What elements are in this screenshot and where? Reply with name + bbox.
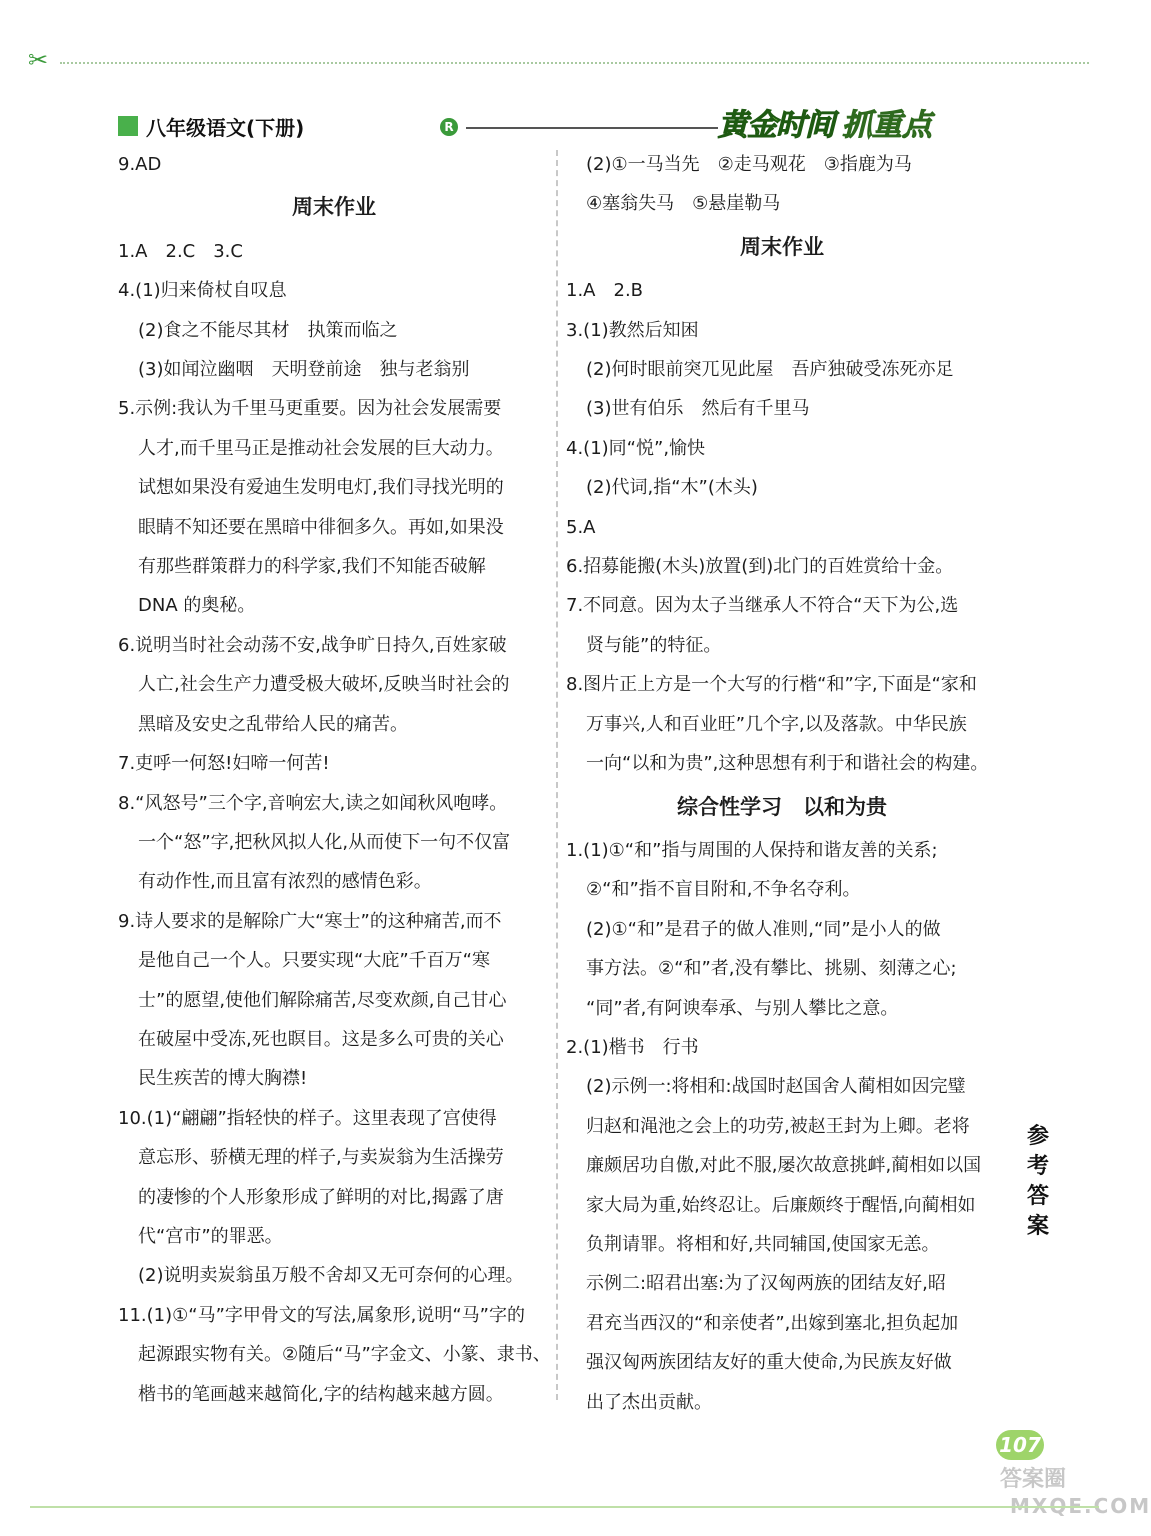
answer-line: 代“宫市”的罪恶。 bbox=[138, 1225, 283, 1247]
answer-line: 9.AD bbox=[118, 154, 162, 175]
answer-line: 有动作性,而且富有浓烈的感情色彩。 bbox=[138, 871, 432, 893]
brand-logo bbox=[718, 102, 932, 142]
answer-line: 6.招募能搬(木头)放置(到)北门的百姓赏给十金。 bbox=[566, 556, 954, 578]
answer-line: (2)食之不能尽其材 执策而临之 bbox=[138, 319, 398, 341]
answer-line: 黑暗及安史之乱带给人民的痛苦。 bbox=[138, 713, 408, 735]
answer-line: (2)示例一:将相和:战国时赵国舍人蔺相如因完璧 bbox=[586, 1076, 966, 1098]
header-rule bbox=[466, 127, 718, 129]
answer-line: 8.“风怒号”三个字,音响宏大,读之如闻秋风咆哮。 bbox=[118, 792, 508, 814]
answer-line: 4.(1)同“悦”,愉快 bbox=[566, 437, 706, 459]
answer-line: 是他自己一个人。只要实现“大庇”千百万“寒 bbox=[138, 950, 490, 972]
answer-line: 出了杰出贡献。 bbox=[586, 1391, 712, 1413]
brand-text-1: 黄金时间 bbox=[718, 108, 834, 143]
answer-line: 7.吏呼一何怒!妇啼一何苦! bbox=[118, 753, 330, 775]
answer-line: 起源跟实物有关。②随后“马”字金文、小篆、隶书、 bbox=[138, 1344, 551, 1366]
answer-line: 贤与能”的特征。 bbox=[586, 634, 722, 656]
answer-line: 5.A bbox=[566, 516, 596, 538]
answer-line: 的凄惨的个人形象形成了鲜明的对比,揭露了唐 bbox=[138, 1186, 504, 1208]
section-heading: 周末作业 bbox=[740, 234, 824, 259]
answer-line: 示例二:昭君出塞:为了汉匈两族的团结友好,昭 bbox=[586, 1273, 946, 1295]
answer-line: “同”者,有阿谀奉承、与别人攀比之意。 bbox=[586, 997, 899, 1019]
left-column bbox=[118, 145, 550, 1414]
answer-line: 眼睛不知还要在黑暗中徘徊多久。再如,如果没 bbox=[138, 516, 504, 538]
right-column bbox=[566, 145, 998, 1422]
answer-line: 意忘形、骄横无理的样子,与卖炭翁为生活操劳 bbox=[138, 1147, 504, 1169]
answer-line: 10.(1)“翩翩”指轻快的样子。这里表现了宫使得 bbox=[118, 1107, 497, 1129]
watermark-url: MXQE.COM bbox=[1010, 1494, 1151, 1518]
watermark-text: 答案圈 bbox=[1000, 1467, 1067, 1492]
answer-line: 试想如果没有爱迪生发明电灯,我们寻找光明的 bbox=[138, 477, 504, 499]
answer-line: (2)①“和”是君子的做人准则,“同”是小人的做 bbox=[586, 918, 941, 940]
answer-line: DNA 的奥秘。 bbox=[138, 595, 256, 617]
section-heading: 综合性学习 以和为贵 bbox=[677, 794, 887, 819]
answer-line: (2)代词,指“木”(木头) bbox=[586, 477, 758, 499]
answer-line: 人亡,社会生产力遭受极大破坏,反映当时社会的 bbox=[138, 674, 510, 696]
section-heading: 周末作业 bbox=[292, 195, 376, 220]
column-divider bbox=[556, 150, 558, 1400]
answer-line: (3)如闻泣幽咽 天明登前途 独与老翁别 bbox=[138, 359, 470, 381]
header-square-icon bbox=[118, 116, 138, 136]
answer-line: 6.说明当时社会动荡不安,战争旷日持久,百姓家破 bbox=[118, 634, 507, 656]
answer-line: (2)①一马当先 ②走马观花 ③指鹿为马 bbox=[586, 154, 912, 175]
answer-line: 1.A 2.C 3.C bbox=[118, 240, 243, 262]
page-header bbox=[118, 110, 1018, 150]
bottom-rule bbox=[30, 1506, 1099, 1508]
scissors-icon: ✂ bbox=[28, 46, 49, 74]
answer-line: 家大局为重,始终忍让。后廉颇终于醒悟,向蔺相如 bbox=[586, 1194, 976, 1216]
book-title: 八年级语文(下册) bbox=[146, 116, 305, 140]
page-number: 107 bbox=[996, 1430, 1044, 1460]
answer-line: 一向“以和为贵”,这种思想有利于和谐社会的构建。 bbox=[586, 753, 989, 775]
answer-line: 8.图片正上方是一个大写的行楷“和”字,下面是“家和 bbox=[566, 674, 977, 696]
answer-line: 君充当西汉的“和亲使者”,出嫁到塞北,担负起加 bbox=[586, 1312, 959, 1334]
answer-line: 2.(1)楷书 行书 bbox=[566, 1036, 699, 1058]
answer-line: 9.诗人要求的是解除广大“寒士”的这种痛苦,而不 bbox=[118, 910, 502, 932]
answer-line: 7.不同意。因为太子当继承人不符合“天下为公,选 bbox=[566, 595, 959, 617]
side-tab: 参考答案 bbox=[1026, 1124, 1049, 1239]
answer-line: 负荆请罪。将相和好,共同辅国,使国家无恙。 bbox=[586, 1233, 940, 1255]
answer-line: 士”的愿望,使他们解除痛苦,尽变欢颜,自己甘心 bbox=[138, 989, 507, 1011]
answer-line: 1.A 2.B bbox=[566, 280, 644, 302]
answer-line: 廉颇居功自傲,对此不服,屡次故意挑衅,蔺相如以国 bbox=[586, 1155, 982, 1177]
answer-line: ②“和”指不盲目附和,不争名夺利。 bbox=[586, 879, 861, 901]
answer-line: 万事兴,人和百业旺”几个字,以及落款。中华民族 bbox=[586, 713, 967, 735]
answer-line: 事方法。②“和”者,没有攀比、挑剔、刻薄之心; bbox=[586, 958, 957, 980]
answer-line: 3.(1)教然后知困 bbox=[566, 319, 699, 341]
answer-line: 1.(1)①“和”指与周围的人保持和谐友善的关系; bbox=[566, 839, 938, 861]
answer-line: 人才,而千里马正是推动社会发展的巨大动力。 bbox=[138, 437, 504, 459]
answer-line: ④塞翁失马 ⑤悬崖勒马 bbox=[586, 193, 781, 215]
answer-line: 楷书的笔画越来越简化,字的结构越来越方圆。 bbox=[138, 1383, 504, 1405]
answer-line: 有那些群策群力的科学家,我们不知能否破解 bbox=[138, 556, 486, 578]
answer-line: (2)说明卖炭翁虽万般不舍却又无可奈何的心理。 bbox=[138, 1265, 524, 1287]
answer-line: 11.(1)①“马”字甲骨文的写法,属象形,说明“马”字的 bbox=[118, 1304, 526, 1326]
edition-badge: R bbox=[440, 118, 458, 136]
answer-line: (3)世有伯乐 然后有千里马 bbox=[586, 398, 810, 420]
answer-line: 强汉匈两族团结友好的重大使命,为民族友好做 bbox=[586, 1352, 952, 1374]
brand-text-2: 抓重点 bbox=[842, 108, 932, 143]
answer-line: 5.示例:我认为千里马更重要。因为社会发展需要 bbox=[118, 398, 502, 420]
answer-line: 4.(1)归来倚杖自叹息 bbox=[118, 280, 287, 302]
cut-line bbox=[60, 62, 1089, 64]
answer-line: 在破屋中受冻,死也瞑目。这是多么可贵的关心 bbox=[138, 1028, 504, 1050]
answer-line: 民生疾苦的博大胸襟! bbox=[138, 1068, 308, 1090]
answer-line: 归赵和渑池之会上的功劳,被赵王封为上卿。老将 bbox=[586, 1115, 970, 1137]
answer-line: (2)何时眼前突兀见此屋 吾庐独破受冻死亦足 bbox=[586, 359, 954, 381]
answer-line: 一个“怒”字,把秋风拟人化,从而使下一句不仅富 bbox=[138, 831, 511, 853]
